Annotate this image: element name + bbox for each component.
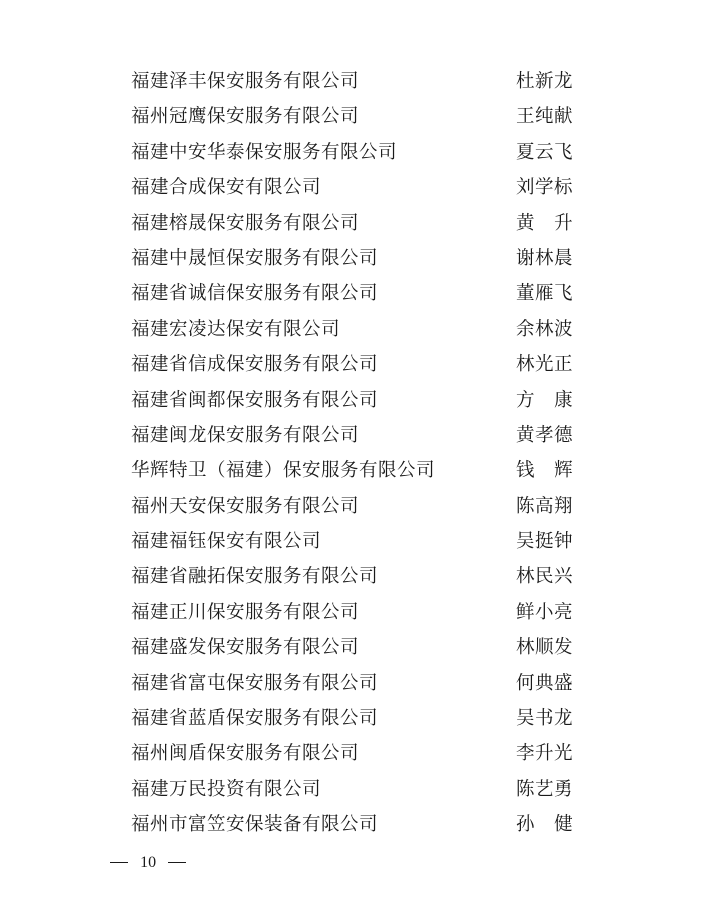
footer-dash-right [168,862,186,863]
contact-person: 董雁飞 [516,283,574,305]
list-item [131,595,591,630]
contact-person: 林光正 [516,354,574,376]
list-item [131,64,591,99]
company-name: 福建宏凌达保安有限公司 [131,318,341,340]
list-item [131,666,591,701]
company-name: 华辉特卫（福建）保安服务有限公司 [131,460,436,482]
company-name: 福州天安保安服务有限公司 [131,495,360,517]
contact-person: 林顺发 [516,637,574,659]
list-item [131,99,591,134]
list-item [131,312,591,347]
contact-person: 黄 升 [516,212,574,234]
list-item [131,559,591,594]
contact-person: 陈艺勇 [516,778,574,800]
contact-person: 陈高翔 [516,495,574,517]
list-item [131,736,591,771]
list-item [131,453,591,488]
list-item [131,206,591,241]
contact-person: 吴挺钟 [516,531,574,553]
list-item [131,524,591,559]
company-name: 福建万民投资有限公司 [131,778,322,800]
contact-person: 鲜小亮 [516,601,574,623]
company-name: 福建中安华泰保安服务有限公司 [131,141,398,163]
contact-person: 王纯献 [516,106,574,128]
company-name: 福建省闽都保安服务有限公司 [131,389,379,411]
company-name: 福建省诚信保安服务有限公司 [131,283,379,305]
list-item [131,383,591,418]
list-item [131,630,591,665]
company-name: 福州冠鹰保安服务有限公司 [131,106,360,128]
contact-person: 李升光 [516,743,574,765]
company-name: 福州市富笠安保装备有限公司 [131,814,379,836]
contact-person: 谢林晨 [516,247,574,269]
contact-person: 孙 健 [516,814,574,836]
list-item [131,807,591,842]
company-name: 福建榕晟保安服务有限公司 [131,212,360,234]
contact-person: 何典盛 [516,672,574,694]
company-name: 福建省融拓保安服务有限公司 [131,566,379,588]
company-name: 福建省富屯保安服务有限公司 [131,672,379,694]
company-name: 福建省信成保安服务有限公司 [131,354,379,376]
company-list [131,64,591,843]
list-item [131,701,591,736]
contact-person: 方 康 [516,389,574,411]
contact-person: 黄孝德 [516,424,574,446]
company-name: 福建福钰保安有限公司 [131,531,322,553]
contact-person: 余林波 [516,318,574,340]
company-name: 福建中晟恒保安服务有限公司 [131,247,379,269]
contact-person: 杜新龙 [516,71,574,92]
company-name: 福建闽龙保安服务有限公司 [131,424,360,446]
list-item [131,241,591,276]
list-item [131,135,591,170]
contact-person: 刘学标 [516,177,574,199]
page-footer [110,850,186,874]
company-name: 福建正川保安服务有限公司 [131,601,360,623]
list-item [131,418,591,453]
contact-person: 吴书龙 [516,708,574,730]
footer-dash-left [110,862,128,863]
contact-person: 夏云飞 [516,141,574,163]
list-item [131,170,591,205]
company-name: 福建合成保安有限公司 [131,177,322,199]
contact-person: 林民兴 [516,566,574,588]
list-item [131,772,591,807]
company-name: 福建盛发保安服务有限公司 [131,637,360,659]
company-name: 福建省蓝盾保安服务有限公司 [131,708,379,730]
list-item [131,276,591,311]
list-item [131,489,591,524]
company-name: 福建泽丰保安服务有限公司 [131,71,360,92]
contact-person: 钱 辉 [516,460,574,482]
company-name: 福州闽盾保安服务有限公司 [131,743,360,765]
page-number: 10 [140,854,157,871]
list-item [131,347,591,382]
